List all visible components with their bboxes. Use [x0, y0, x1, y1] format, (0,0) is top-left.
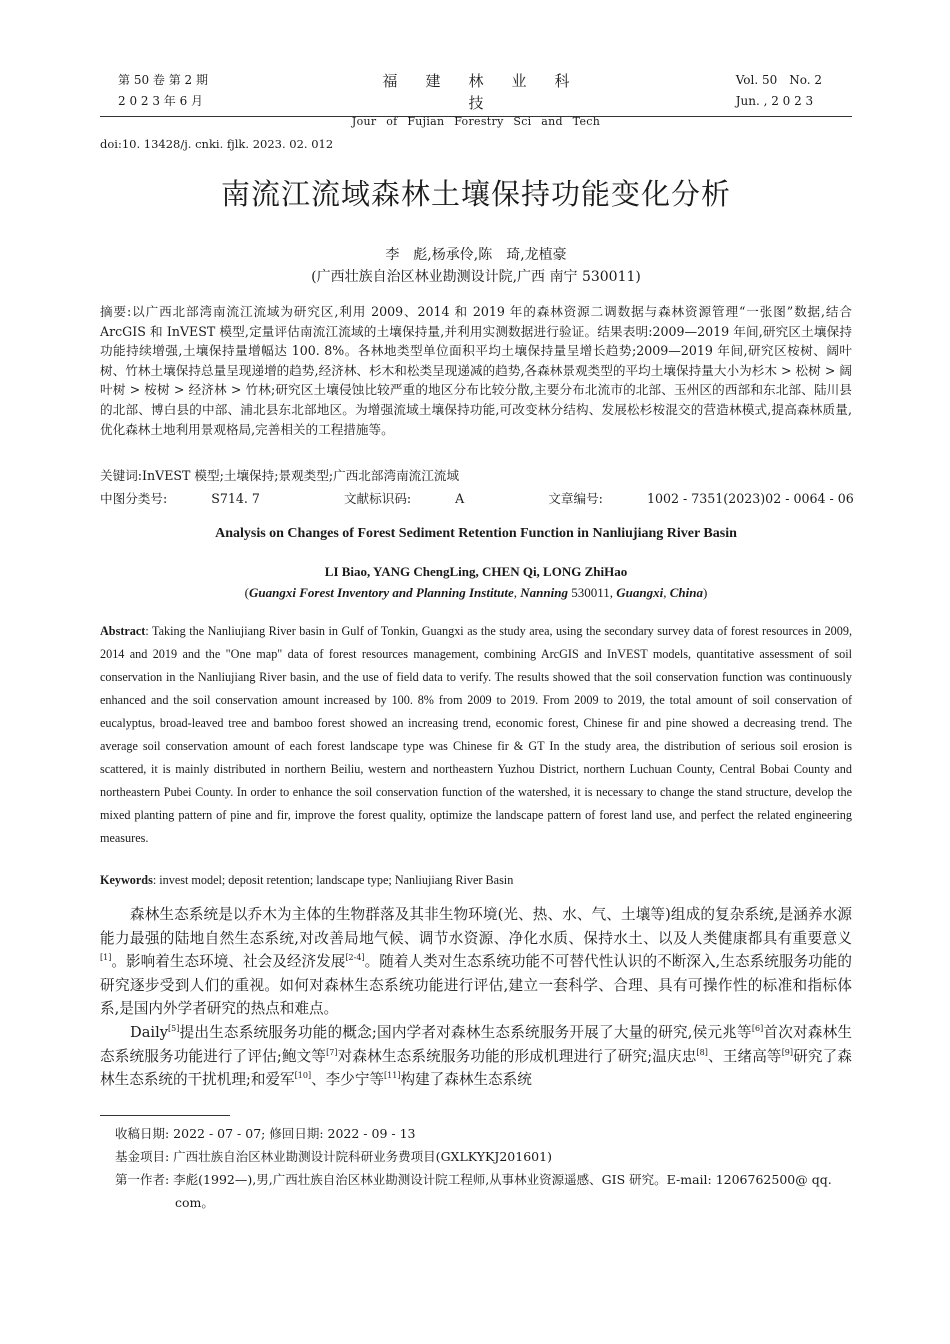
body-text-segment: 提出生态系统服务功能的概念;国内学者对森林生态系统服务开展了大量的研究,侯元兆等	[179, 1023, 752, 1041]
affil-en-country: China	[669, 585, 703, 600]
citation-ref: [2-4]	[345, 953, 365, 963]
fund-project: 基金项目: 广西壮族自治区林业勘测设计院科研业务费项目(GXLKYKJ201601)	[115, 1149, 552, 1164]
body-text-segment: 森林生态系统是以乔木为主体的生物群落及其非生物环境(光、热、水、气、土壤等)组成的复杂系统,是涵养水源能力最强的陆地自然生态系统,对改善局地气候、调节水资源、净化水质、保持水土、以及人类健康都具有重要意义	[100, 906, 852, 947]
authors-cn: 李 彪,杨承伶,陈 琦,龙植豪	[385, 247, 567, 263]
volume-issue-en: Vol. 50 No. 2	[735, 73, 822, 87]
article-title-en: Analysis on Changes of Forest Sediment Retention Function in Nanliujiang River Basin	[215, 526, 737, 541]
abstract-cn-label: 摘要:	[100, 304, 132, 319]
body-text-segment: 。影响着生态环境、社会及经济发展	[111, 953, 346, 971]
clc-value: S714. 7	[211, 491, 260, 506]
volume-issue-cn: 第 50 卷 第 2 期	[118, 73, 208, 87]
abstract-cn	[100, 302, 852, 439]
footnotes	[115, 1122, 852, 1214]
body-text-segment: 。随着人类对生态系统功能不可替代性认识的不断深入,生态系统服务功能的研究逐步受到人们的重视。如何对森林生态系统功能进行评估,建立一套科学、合理、具有可操作性的标准和指标体系,是国内外学者研究的热点和难点。	[100, 953, 852, 1018]
citation-ref: [6]	[751, 1024, 764, 1034]
body-text-segment: 构建了森林生态系统	[400, 1071, 532, 1089]
keywords-cn-label: 关键词:	[100, 468, 143, 483]
affiliation-en: (Guangxi Forest Inventory and Planning Institute, Nanning 530011, Guangxi, China)	[244, 585, 708, 600]
affiliation-cn: (广西壮族自治区林业勘测设计院,广西 南宁 530011)	[311, 269, 641, 285]
doi: doi:10. 13428/j. cnki. fjlk. 2023. 02. 012	[100, 137, 334, 151]
doc-code-value: A	[455, 491, 465, 506]
clc-label: 中图分类号:	[100, 491, 168, 506]
citation-ref: [9]	[781, 1047, 794, 1057]
body-paragraph-1	[100, 903, 852, 1021]
received-date: 收稿日期: 2022 - 07 - 07; 修回日期: 2022 - 09 - 13	[115, 1126, 416, 1141]
clc-number	[100, 491, 300, 506]
citation-ref: [5]	[167, 1024, 180, 1034]
body-text-segment: 首次对森林生态系统服务功能进行了评估;鲍文等	[100, 1023, 852, 1065]
body-text-segment: 对森林生态系统服务功能的形成机理进行了研究;温庆忠	[337, 1047, 697, 1065]
abstract-cn-text: 以广西北部湾南流江流域为研究区,利用 2009、2014 和 2019 年的森林资源二调数据与森林资源管理“一张图”数据,结合 ArcGIS 和 InVEST 模型,定量评估南流江流域的土壤保持量,并利用实测数据进行验证。结果表明:2009—2019 年间,研究区土壤保持功能持续增强,土壤保持量增幅达 100. 8%。各林地类型单位面积平均土壤保持量呈增长趋势;2009—2019 年间,研究区桉树、阔叶树、竹林土壤保持总量呈现递增的趋势,经济林、杉木和松类呈现递减的趋势,各森林景观类型的平均土壤保持量大小为杉木 > 松树 > 阔叶树 > 桉树 > 经济林 > 竹林;研究区土壤侵蚀比较严重的地区分布比较分散,主要分布北流市的北部、玉州区的西部和东北部、陆川县的北部、博白县的中部、浦北县东北部地区。为增强流域土壤保持功能,可改变林分结构、发展松杉桉混交的营造林模式,提高森林质量,优化森林土地利用景观格局,完善相关的工程措施等。	[100, 304, 853, 437]
running-header	[100, 68, 852, 128]
body-text-segment: Daily	[130, 1023, 168, 1041]
body-text-segment: 、李少宁等	[311, 1071, 385, 1089]
abstract-en: Abstract: Taking the Nanliujiang River basin in Gulf of Tonkin, Guangxi as the study area, using the secondary survey data of forest resources in 2009, 2014 and 2019 and the "One map" data of forest resources management, combining ArcGIS and InVEST models, quantitative assessment of soil conservation in the Nanliujiang River basin, and the use of field data to verify. The results showed that the soil conservation function was continuously enhanced and the soil conservation amount increased by 100. 8% from 2009 to 2019. From 2009 to 2019, the total amount of soil conservation of eucalyptus, broad-leaved tree and bamboo forest showed an increasing trend, economic forest, Chinese fir and pine showed a decreasing trend. The average soil conservation amount of each forest landscape type was Chinese fir & GT In the study area, the distribution of serious soil erosion is scattered, it is mainly distributed in northern Beiliu, western and northeastern Yuzhou District, northern Luchuan County, Central Bobai County and northeastern Pubei County. In order to enhance the soil conservation function of the watershed, it is necessary to change the stand structure, develop the mixed planting pattern of pine and fir, improve the forest quality, optimize the landscape pattern of forest land use, and perfect the related engineering measures.	[100, 624, 852, 845]
header-left	[118, 70, 208, 112]
article-no-label: 文章编号:	[548, 491, 603, 506]
body-text-segment: 、王绪高等	[707, 1047, 782, 1065]
date-cn: 2 0 2 3 年 6 月	[118, 94, 204, 108]
authors-en: LI Biao, YANG ChengLing, CHEN Qi, LONG ZhiHao	[324, 564, 628, 579]
citation-ref: [8]	[696, 1047, 708, 1057]
doc-code-label: 文献标识码:	[343, 491, 412, 506]
classification-line	[100, 488, 934, 507]
journal-name-en: Jour of Fujian Forestry Sci and Tech	[351, 115, 601, 128]
abstract-en-text: Taking the Nanliujiang River basin in Gulf of Tonkin, Guangxi as the study area, using the secondary survey data of forest resources in 2009, 2014 and 2019 and the "One map" data of forest resources management, combining ArcGIS and InVEST models, quantitative assessment of soil conservation in the Nanliujiang River basin, and the use of field data to verify. The results showed that the soil conservation function was continuously enhanced and the soil conservation amount increased by 100. 8% from 2009 to 2019. From 2009 to 2019, the total amount of soil conservation of eucalyptus, broad-leaved tree and bamboo forest showed an increasing trend, economic forest, Chinese fir and pine showed a decreasing trend. The average soil conservation amount of each forest landscape type was Chinese fir & GT In the study area, the distribution of serious soil erosion is scattered, it is mainly distributed in northern Beiliu, western and northeastern Yuzhou District, northern Luchuan County, Central Bobai County and northeastern Pubei County. In order to enhance the soil conservation function of the watershed, it is necessary to change the stand structure, develop the mixed planting pattern of pine and fir, improve the forest quality, optimize the landscape pattern of forest land use, and perfect the related engineering measures.	[100, 624, 852, 845]
citation-ref: [7]	[326, 1047, 338, 1057]
article-title-cn: 南流江流域森林土壤保持功能变化分析	[220, 177, 731, 211]
first-author: 第一作者: 李彪(1992—),男,广西壮族自治区林业勘测设计院工程师,从事林业资源遥感、GIS 研究。E-mail: 1206762500@ qq. com。	[115, 1172, 832, 1210]
affil-en-code: 530011	[571, 585, 610, 600]
article-no-value: 1002 - 7351(2023)02 - 0064 - 06	[646, 491, 854, 506]
date-en: Jun. , 2 0 2 3	[735, 94, 814, 108]
header-right	[736, 70, 822, 112]
keywords-cn-text: InVEST 模型;土壤保持;景观类型;广西北部湾南流江流域	[142, 468, 460, 483]
citation-ref: [10]	[294, 1071, 312, 1081]
document-code	[344, 491, 504, 506]
journal-name-cn: 福建林业科技	[382, 72, 598, 112]
keywords-en-text: invest model; deposit retention; landscape type; Nanliujiang River Basin	[159, 873, 514, 887]
keywords-en-label: Keywords	[100, 873, 153, 887]
affil-en-city: Nanning	[520, 585, 568, 600]
citation-ref: [11]	[384, 1071, 401, 1081]
body-text	[100, 903, 852, 1092]
keywords-en: Keywords: invest model; deposit retention; landscape type; Nanliujiang River Basin	[100, 873, 514, 887]
header-rule	[100, 116, 852, 117]
citation-ref: [1]	[100, 953, 112, 963]
header-center	[348, 70, 604, 130]
affil-en-region: Guangxi	[616, 585, 664, 600]
body-paragraph-2	[100, 1021, 852, 1092]
body-text-segment: 研究了森林生态系统的干扰机理;和爱军	[100, 1047, 852, 1089]
footnote-rule	[100, 1115, 230, 1116]
keywords-cn	[100, 466, 852, 486]
article-number	[548, 491, 894, 506]
affil-en-name: Guangxi Forest Inventory and Planning Institute	[249, 585, 514, 600]
abstract-en-label: Abstract	[100, 624, 146, 638]
